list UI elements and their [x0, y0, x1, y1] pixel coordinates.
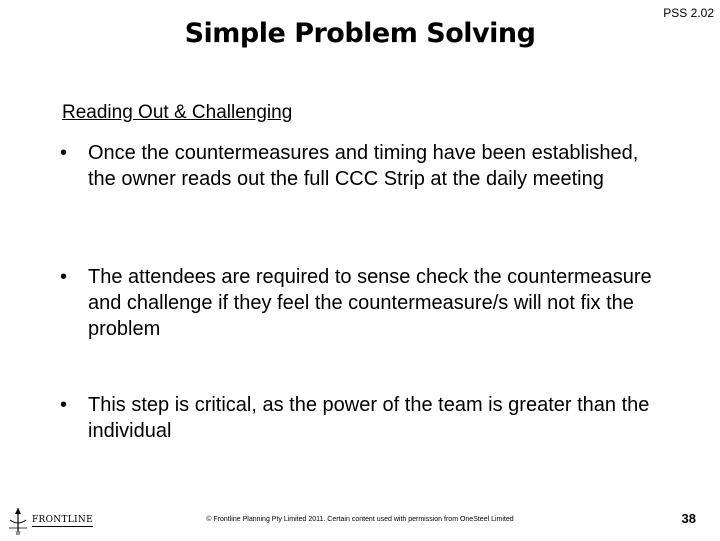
svg-text:W: W [15, 531, 21, 536]
bullet-dot: • [60, 142, 68, 164]
bullet-text: The attendees are required to sense check the countermeasure and challenge if they feel the countermeasure/s will not fix the problem [88, 266, 652, 340]
slide-title: Simple Problem Solving [184, 18, 536, 49]
slide-code: PSS 2.02 [663, 6, 714, 20]
bullet-item-1 [60, 140, 660, 192]
compass-icon [6, 506, 30, 536]
logo-text: FRONTLINE [32, 515, 93, 525]
bullet-dot: • [60, 266, 68, 288]
bullet-item-2 [60, 264, 660, 342]
page-number: 38 [681, 511, 696, 526]
bullet-text: This step is critical, as the power of the team is greater than the individual [88, 394, 650, 442]
frontline-logo [6, 506, 93, 536]
copyright-notice: © Frontline Planning Pty Limited 2011. Certain content used with permission from OneSteel Limited [206, 516, 514, 523]
section-subtitle: Reading Out & Challenging [62, 102, 293, 123]
bullet-text: Once the countermeasures and timing have been established, the owner reads out the full CCC Strip at the daily meeting [88, 142, 639, 190]
bullet-dot: • [60, 394, 68, 416]
bullet-item-3 [60, 392, 660, 444]
